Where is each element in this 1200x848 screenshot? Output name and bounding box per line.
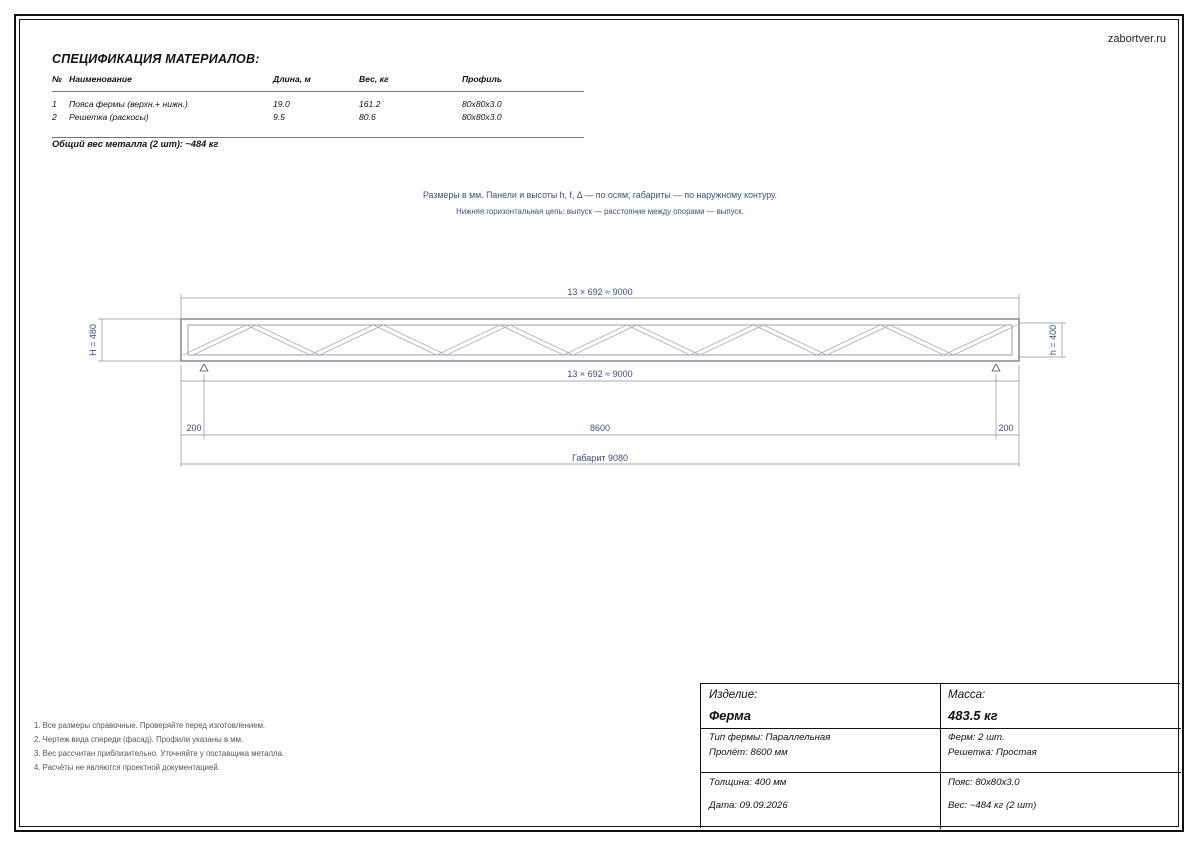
truss-diagonal-8-a xyxy=(627,325,690,355)
truss-diagonal-9-a xyxy=(690,325,753,355)
spec-cell-length: 19.0 xyxy=(273,99,290,109)
spec-cell-weight: 161.2 xyxy=(359,99,381,109)
site-watermark: zabortver.ru xyxy=(1107,33,1166,45)
truss-diagonal-2-b xyxy=(256,325,319,355)
truss-diagonal-3-b xyxy=(320,325,383,355)
general-notes xyxy=(34,719,284,775)
title-mass-label: Масса: xyxy=(948,689,986,701)
truss-diagonal-5-a xyxy=(437,325,500,355)
title-span: Пролёт: 8600 мм xyxy=(709,747,788,758)
title-mass-value: 483.5 кг xyxy=(948,708,998,723)
truss-inner-contour xyxy=(188,325,1012,355)
dim-overhang-left-label: 200 xyxy=(186,423,202,433)
dim-h-axis-label: h = 400 xyxy=(1048,324,1058,356)
title-thickness: Толщина: 400 мм xyxy=(709,777,787,788)
note-item: 4. Расчёты не являются проектной документацией. xyxy=(34,763,220,772)
spec-header-profile: Профиль xyxy=(462,74,502,84)
title-lattice: Решетка: Простая xyxy=(948,747,1037,758)
truss-diagonal-11-a xyxy=(817,325,880,355)
title-weight: Вес: ~484 кг (2 шт) xyxy=(948,800,1037,811)
title-block-divider-vertical xyxy=(940,684,941,829)
note-item: 1. Все размеры справочные. Проверяйте перед изготовлением. xyxy=(34,721,266,730)
dim-overhang-right-label: 200 xyxy=(998,423,1014,433)
title-truss-type: Тип фермы: Параллельная xyxy=(709,732,831,743)
truss-diagonal-1-b xyxy=(193,325,256,355)
spec-cell-weight: 80.6 xyxy=(359,112,376,122)
support-left-triangle xyxy=(200,364,208,371)
truss-diagonal-11-b xyxy=(827,325,890,355)
truss-diagonal-8-b xyxy=(637,325,700,355)
spec-header-length: Длина, м xyxy=(273,74,311,84)
truss-diagonal-13-b xyxy=(954,325,1017,355)
title-product-value: Ферма xyxy=(709,708,751,723)
truss-diagonal-12-a xyxy=(880,325,943,355)
truss-diagonal-6-b xyxy=(510,325,573,355)
dim-overall-label: Габарит 9080 xyxy=(571,453,629,463)
truss-body xyxy=(181,319,1019,361)
dim-bottom-label: 13 × 692 ≈ 9000 xyxy=(567,369,633,379)
spec-cell-name: Пояса фермы (верхн.+ нижн.) xyxy=(69,99,188,109)
dim-span-label: 8600 xyxy=(589,423,611,433)
drawing-note-dimensions: Размеры в мм. Панели и высоты h, f, Δ — по осям; габариты — по наружному контуру. xyxy=(422,190,778,200)
title-product-label: Изделие: xyxy=(709,689,758,701)
truss-diagonal-10-a xyxy=(753,325,816,355)
spec-cell-profile: 80x80x3.0 xyxy=(462,99,502,109)
truss-diagonal-9-b xyxy=(700,325,763,355)
spec-header-num: № xyxy=(52,74,62,84)
title-block-divider xyxy=(701,772,1181,773)
spec-cell-num: 2 xyxy=(52,112,57,122)
title-date: Дата: 09.09.2026 xyxy=(709,800,788,811)
truss-diagonal-2-a xyxy=(246,325,309,355)
truss-diagonal-1-a xyxy=(183,325,246,355)
truss-diagonal-5-b xyxy=(447,325,510,355)
spec-header-weight: Вес, кг xyxy=(359,74,389,84)
title-count: Ферм: 2 шт. xyxy=(948,732,1005,743)
title-block-divider xyxy=(701,728,1181,729)
title-block xyxy=(700,683,1180,828)
dim-h-outer-label: H = 480 xyxy=(88,324,98,356)
spec-cell-name: Решетка (раскосы) xyxy=(69,112,149,122)
spec-cell-length: 9.5 xyxy=(273,112,285,122)
spec-cell-num: 1 xyxy=(52,99,57,109)
drawing-note-chain: Нижняя горизонтальная цепь: выпуск — расстояние между опорами — выпуск. xyxy=(456,207,744,216)
spec-cell-profile: 80x80x3.0 xyxy=(462,112,502,122)
spec-total: Общий вес металла (2 шт): ~484 кг xyxy=(52,139,219,149)
support-right-triangle xyxy=(992,364,1000,371)
title-chord: Пояс: 80x80x3.0 xyxy=(948,777,1020,788)
truss-diagonal-7-a xyxy=(563,325,626,355)
truss-diagonal-13-a xyxy=(944,325,1007,355)
note-item: 2. Чертеж вида спереди (фасад). Профили указаны в мм. xyxy=(34,735,244,744)
truss-diagonal-7-b xyxy=(573,325,636,355)
dim-top-label: 13 × 692 ≈ 9000 xyxy=(567,287,633,297)
truss-diagonal-6-a xyxy=(500,325,563,355)
truss-diagonal-3-a xyxy=(310,325,373,355)
spec-title: СПЕЦИФИКАЦИЯ МАТЕРИАЛОВ: xyxy=(52,52,260,66)
truss-diagonal-4-a xyxy=(373,325,436,355)
truss-web xyxy=(183,325,1017,355)
spec-header-name: Наименование xyxy=(69,74,132,84)
dimension-lines xyxy=(98,294,1066,467)
truss-diagonal-10-b xyxy=(763,325,826,355)
truss-diagonal-4-b xyxy=(383,325,446,355)
truss-diagonal-12-b xyxy=(890,325,953,355)
note-item: 3. Вес рассчитан приблизительно. Уточняйте у поставщика металла. xyxy=(34,749,285,758)
